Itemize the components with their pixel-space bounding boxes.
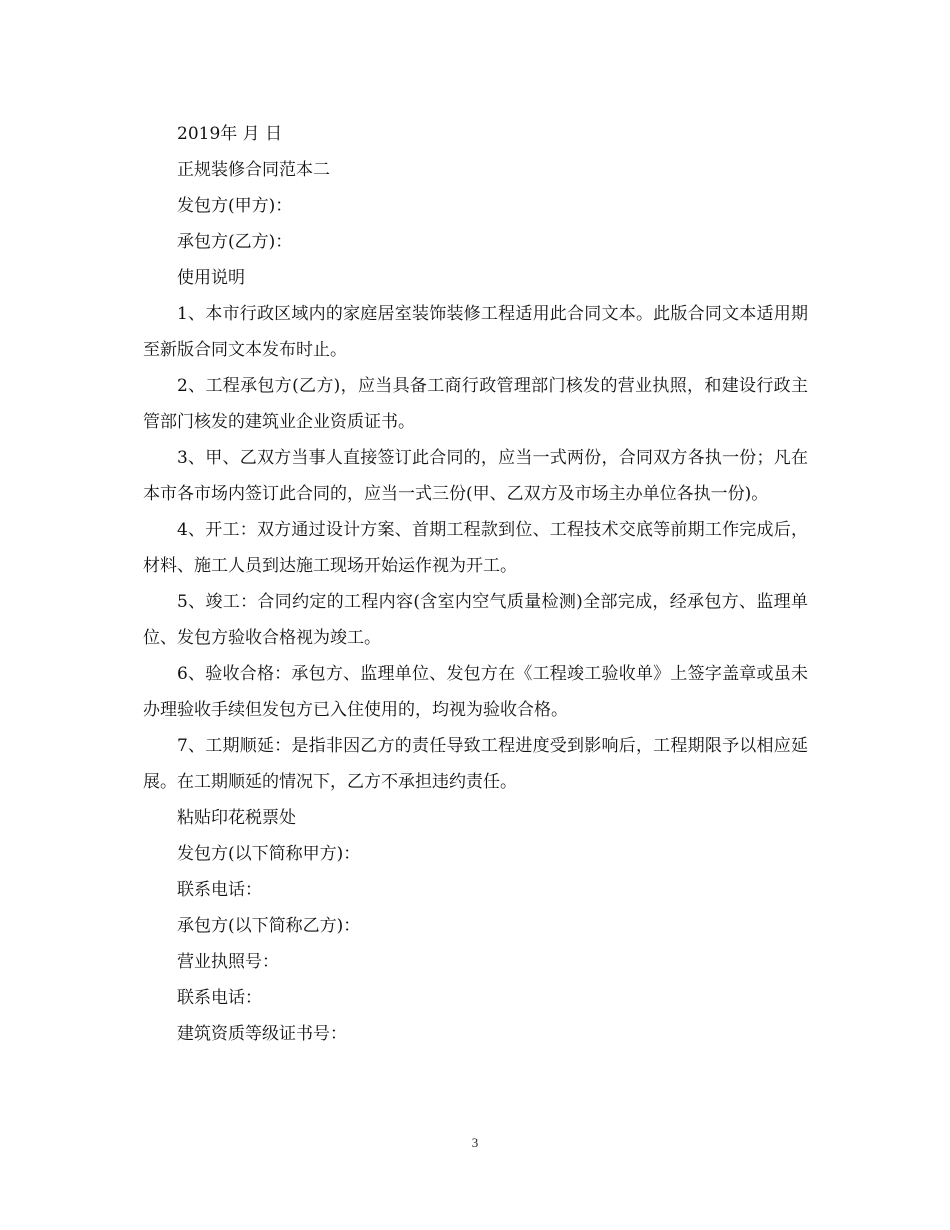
instruction-paragraph: 2、工程承包方(乙方)，应当具备工商行政管理部门核发的营业执照，和建设行政主管部门核发的建筑业企业资质证书。	[143, 376, 808, 432]
party-b-abbrev-line: 承包方(以下简称乙方)：	[177, 916, 361, 936]
date-line: 2019年 月 日	[177, 124, 283, 144]
document-body	[143, 116, 808, 1052]
instruction-paragraph: 1、本市行政区域内的家庭居室装饰装修工程适用此合同文本。此版合同文本适用期至新版合同文本发布时止。	[143, 304, 808, 360]
phone-line: 联系电话：	[177, 988, 262, 1008]
qualification-cert-line: 建筑资质等级证书号：	[177, 1024, 347, 1044]
party-a-line: 发包方(甲方)：	[177, 196, 293, 216]
instruction-paragraph: 6、验收合格：承包方、监理单位、发包方在《工程竣工验收单》上签字盖章或虽未办理验收手续但发包方已入住使用的，均视为验收合格。	[143, 664, 808, 720]
usage-heading: 使用说明	[177, 268, 245, 288]
phone-line: 联系电话：	[177, 880, 262, 900]
page-number: 3	[471, 1135, 479, 1150]
stamp-duty-label: 粘贴印花税票处	[177, 808, 296, 828]
instruction-paragraph: 5、竣工：合同约定的工程内容(含室内空气质量检测)全部完成，经承包方、监理单位、发包方验收合格视为竣工。	[143, 592, 808, 648]
party-b-line: 承包方(乙方)：	[177, 232, 293, 252]
contract-title: 正规装修合同范本二	[177, 160, 330, 180]
business-license-line: 营业执照号：	[177, 952, 279, 972]
instruction-paragraph: 4、开工：双方通过设计方案、首期工程款到位、工程技术交底等前期工作完成后，材料、施工人员到达施工现场开始运作视为开工。	[143, 520, 808, 576]
party-a-abbrev-line: 发包方(以下简称甲方)：	[177, 844, 361, 864]
instruction-paragraph: 3、甲、乙双方当事人直接签订此合同的，应当一式两份，合同双方各执一份；凡在本市各市场内签订此合同的，应当一式三份(甲、乙双方及市场主办单位各执一份)。	[143, 448, 808, 504]
instruction-paragraph: 7、工期顺延：是指非因乙方的责任导致工程进度受到影响后，工程期限予以相应延展。在工期顺延的情况下，乙方不承担违约责任。	[143, 736, 808, 792]
